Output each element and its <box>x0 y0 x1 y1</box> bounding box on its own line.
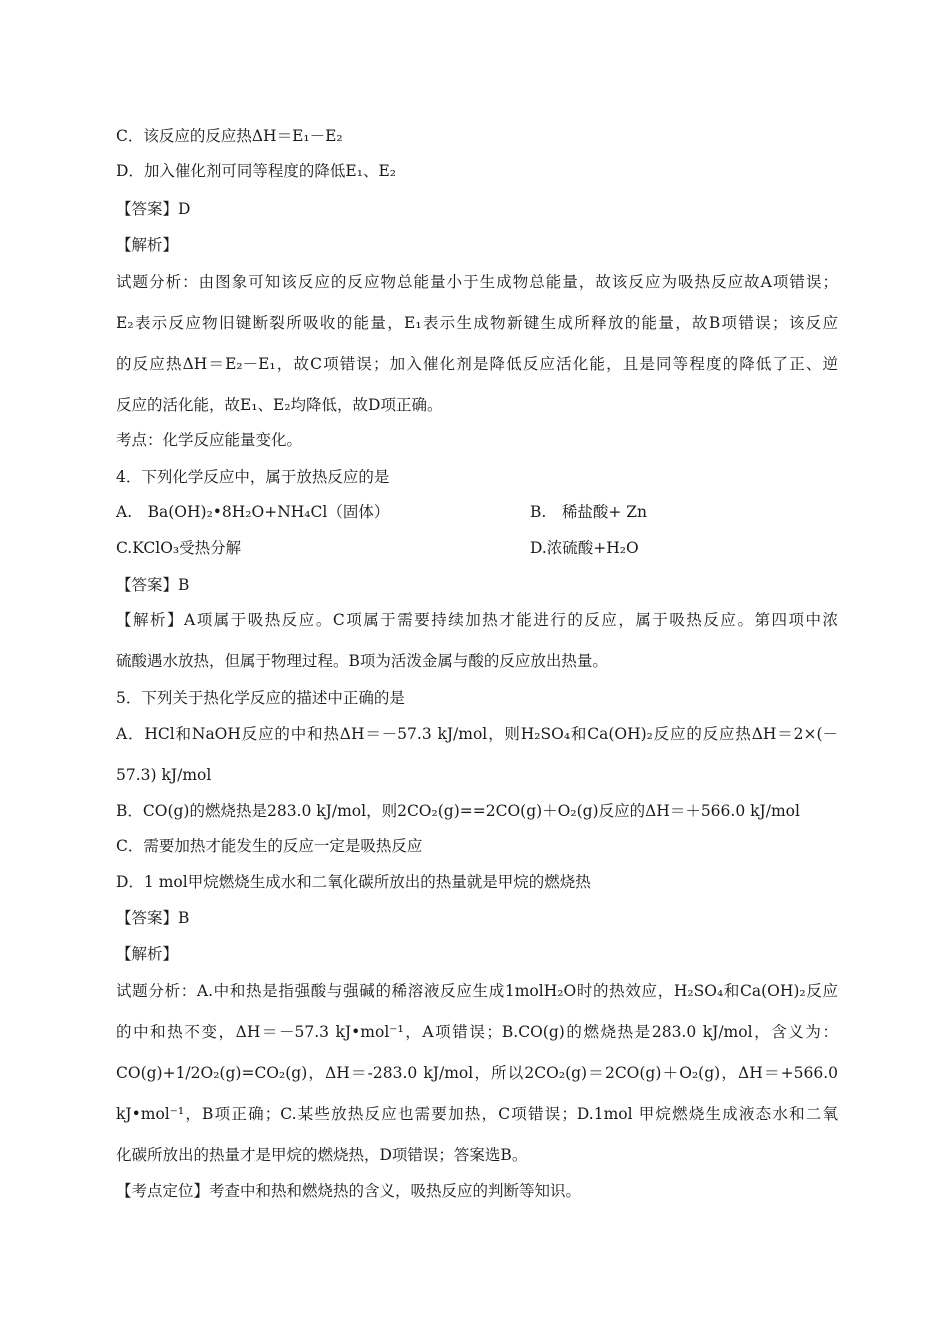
option-b: B. 稀盐酸+ Zn <box>530 503 647 521</box>
analysis-label: 【解析】 <box>116 945 179 963</box>
analysis-paragraph-line: kJ•mol⁻¹，B项正确；C.某些放热反应也需要加热，C项错误；D.1mol 甲烷燃烧生成液态水和二氧 <box>116 1105 838 1123</box>
analysis-paragraph-line: 化碳所放出的热量才是甲烷的燃烧热，D项错误；答案选B。 <box>116 1146 528 1164</box>
analysis-label: 【解析】 <box>116 236 179 254</box>
exam-point-line: 【考点定位】考查中和热和燃烧热的含义，吸热反应的判断等知识。 <box>116 1182 582 1200</box>
analysis-paragraph-line: 【解析】A项属于吸热反应。C项属于需要持续加热才能进行的反应，属于吸热反应。第四项中浓 <box>116 611 838 629</box>
analysis-paragraph-line: 的中和热不变，ΔH＝－57.3 kJ•mol⁻¹，A项错误；B.CO(g)的燃烧热是283.0 kJ/mol，含义为： <box>116 1023 838 1041</box>
answer-label: 【答案】B <box>116 576 190 594</box>
analysis-paragraph-line: 试题分析：由图象可知该反应的反应物总能量小于生成物总能量，故该反应为吸热反应故A项错误； <box>116 273 838 291</box>
option-d-line: D．1 mol甲烷燃烧生成水和二氧化碳所放出的热量就是甲烷的燃烧热 <box>116 873 591 891</box>
answer-label: 【答案】D <box>116 200 191 218</box>
option-b-line: B．CO(g)的燃烧热是283.0 kJ/mol，则2CO₂(g)==2CO(g)＋O₂(g)反应的ΔH＝＋566.0 kJ/mol <box>116 802 800 820</box>
analysis-paragraph-line: 反应的活化能，故E₁、E₂均降低，故D项正确。 <box>116 396 443 414</box>
question-5-stem: 5．下列关于热化学反应的描述中正确的是 <box>116 689 405 707</box>
option-d: D.浓硫酸+H₂O <box>530 539 639 557</box>
analysis-paragraph-line: CO(g)+1/2O₂(g)=CO₂(g)，ΔH＝-283.0 kJ/mol，所以2CO₂(g)＝2CO(g)＋O₂(g)，ΔH＝+566.0 <box>116 1064 838 1082</box>
analysis-paragraph-line: 硫酸遇水放热，但属于物理过程。B项为活泼金属与酸的反应放出热量。 <box>116 652 608 670</box>
option-a-line: A．HCl和NaOH反应的中和热ΔH＝－57.3 kJ/mol，则H₂SO₄和Ca(OH)₂反应的反应热ΔH＝2×(－ <box>116 725 838 743</box>
analysis-paragraph-line: 的反应热ΔH＝E₂－E₁，故C项错误；加入催化剂是降低反应活化能，且是同等程度的降低了正、逆 <box>116 355 838 373</box>
option-a: A. Ba(OH)₂•8H₂O+NH₄Cl（固体） <box>116 503 390 521</box>
analysis-paragraph-line: 试题分析：A.中和热是指强酸与强碱的稀溶液反应生成1molH₂O时的热效应，H₂SO₄和Ca(OH)₂反应 <box>116 982 838 1000</box>
option-a-line-continued: 57.3) kJ/mol <box>116 766 212 784</box>
option-c-line: C．该反应的反应热ΔH＝E₁－E₂ <box>116 127 343 145</box>
question-4-options-row-2 <box>116 538 838 558</box>
question-4-options-row-1 <box>116 502 838 522</box>
key-point-line: 考点：化学反应能量变化。 <box>116 431 303 449</box>
option-d-line: D．加入催化剂可同等程度的降低E₁、E₂ <box>116 162 396 180</box>
analysis-paragraph-line: E₂表示反应物旧键断裂所吸收的能量，E₁表示生成物新键生成所释放的能量，故B项错误；该反应 <box>116 314 838 332</box>
question-4-stem: 4．下列化学反应中，属于放热反应的是 <box>116 468 390 486</box>
option-c-line: C．需要加热才能发生的反应一定是吸热反应 <box>116 837 423 855</box>
answer-label: 【答案】B <box>116 909 190 927</box>
option-c: C.KClO₃受热分解 <box>116 539 242 557</box>
